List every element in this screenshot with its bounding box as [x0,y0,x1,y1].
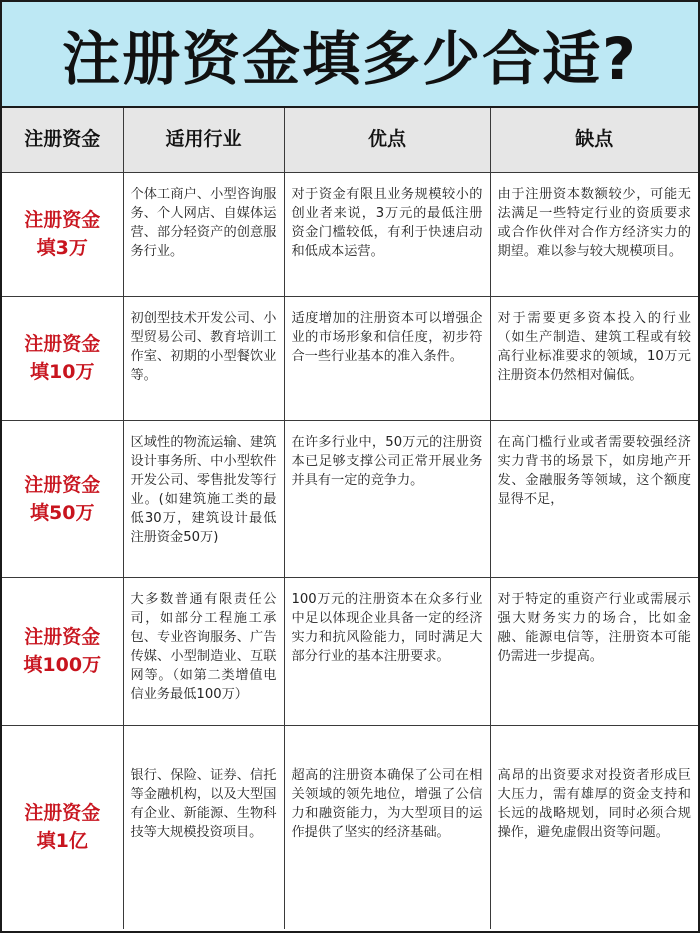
header-industry: 适用行业 [123,108,284,172]
industry-cell: 银行、保险、证券、信托等金融机构，以及大型国有企业、新能源、生物科技等大规模投资项目。 [123,725,284,929]
cons-cell: 高昂的出资要求对投资者形成巨大压力，需有雄厚的资金支持和长远的战略规划，同时必须合规操作，避免虚假出资等问题。 [490,725,698,929]
amount-line1: 注册资金 [24,626,101,648]
industry-cell: 个体工商户、小型咨询服务、个人网店、自媒体运营、部分轻资产的创意服务行业。 [123,172,284,296]
amount-cell [2,725,123,929]
amount-cell [2,296,123,420]
amount-cell [2,420,123,577]
header-row [2,108,698,172]
page-title: 注册资金填多少合适? [62,25,638,93]
amount-line2: 填3万 [36,237,88,259]
header-pros: 优点 [284,108,490,172]
amount-line2: 填100万 [23,654,102,676]
pros-cell: 在许多行业中，50万元的注册资本已足够支撑公司正常开展业务并具有一定的竞争力。 [284,420,490,577]
amount-line2: 填1亿 [36,830,88,853]
comparison-table [2,108,698,929]
amount-cell [2,577,123,725]
cons-cell: 在高门槛行业或者需要较强经济实力背书的场景下，如房地产开发、金融服务等领域，这个额度显得不足， [490,420,698,577]
amount-line1: 注册资金 [24,209,101,231]
table-row [2,420,698,577]
amount-cell [2,172,123,296]
industry-cell: 初创型技术开发公司、小型贸易公司、教育培训工作室、初期的小型餐饮业等。 [123,296,284,420]
amount-line2: 填10万 [30,361,95,383]
pros-cell: 适度增加的注册资本可以增强企业的市场形象和信任度，初步符合一些行业基本的准入条件。 [284,296,490,420]
amount-line2: 填50万 [30,501,95,524]
table-row [2,296,698,420]
cons-cell: 由于注册资本数额较少，可能无法满足一些特定行业的资质要求或合作伙伴对合作方经济实力的期望。难以参与较大规模项目。 [490,172,698,296]
cons-cell: 对于特定的重资产行业或需展示强大财务实力的场合，比如金融、能源电信等，注册资本可能仍需进一步提高。 [490,577,698,725]
table-row [2,172,698,296]
pros-cell: 100万元的注册资本在众多行业中足以体现企业具备一定的经济实力和抗风险能力，同时满足大部分行业的基本注册要求。 [284,577,490,725]
table-row [2,725,698,929]
pros-cell: 超高的注册资本确保了公司在相关领域的领先地位，增强了公信力和融资能力，为大型项目的运作提供了坚实的经济基础。 [284,725,490,929]
industry-cell: 大多数普通有限责任公司，如部分工程施工承包、专业咨询服务、广告传媒、小型制造业、互联网等。（如第二类增值电信业务最低100万） [123,577,284,725]
industry-cell: 区域性的物流运输、建筑设计事务所、中小型软件开发公司、零售批发等行业。(如建筑施工类的最低30万，建筑设计最低注册资金50万) [123,420,284,577]
amount-line1: 注册资金 [24,802,101,825]
header-amount: 注册资金 [2,108,123,172]
pros-cell: 对于资金有限且业务规模较小的创业者来说，3万元的最低注册资金门槛较低，有利于快速启动和低成本运营。 [284,172,490,296]
amount-line1: 注册资金 [24,473,101,496]
table-row [2,577,698,725]
header-cons: 缺点 [490,108,698,172]
amount-line1: 注册资金 [24,333,101,355]
cons-cell: 对于需要更多资本投入的行业（如生产制造、建筑工程或有较高行业标准要求的领域，10万元注册资本仍然相对偏低。 [490,296,698,420]
title-banner [2,2,698,108]
